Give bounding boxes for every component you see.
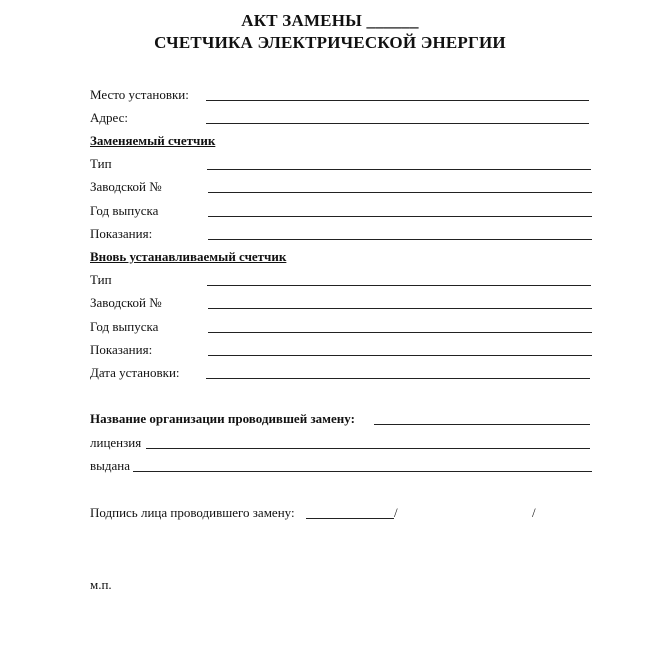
replaced-serial-field[interactable]: [208, 192, 592, 193]
new-readings-label: Показания:: [90, 342, 153, 357]
signature-slash-2: /: [532, 505, 536, 520]
location-field[interactable]: [206, 100, 589, 101]
address-field[interactable]: [206, 123, 589, 124]
replaced-type-field[interactable]: [207, 169, 591, 170]
new-type-label: Тип: [90, 272, 112, 287]
license-label: лицензия: [90, 435, 142, 450]
signature-field[interactable]: [306, 518, 394, 519]
document-title-line1: АКТ ЗАМЕНЫ ______: [241, 11, 419, 30]
install-date-label: Дата установки:: [90, 365, 180, 380]
replaced-year-field[interactable]: [208, 216, 592, 217]
issued-field[interactable]: [133, 471, 592, 472]
new-serial-label: Заводской №: [90, 295, 162, 310]
replaced-serial-label: Заводской №: [90, 179, 162, 194]
license-field[interactable]: [146, 448, 590, 449]
replaced-year-label: Год выпуска: [90, 203, 159, 218]
stamp-place: м.п.: [90, 577, 112, 592]
replaced-readings-field[interactable]: [208, 239, 592, 240]
organization-label: Название организации проводившей замену:: [90, 411, 355, 426]
organization-field[interactable]: [374, 424, 590, 425]
document-title-line2: СЧЕТЧИКА ЭЛЕКТРИЧЕСКОЙ ЭНЕРГИИ: [154, 33, 506, 52]
replaced-readings-label: Показания:: [90, 226, 153, 241]
replaced-type-label: Тип: [90, 156, 112, 171]
new-year-field[interactable]: [208, 332, 592, 333]
issued-label: выдана: [90, 458, 130, 473]
new-meter-heading: Вновь устанавливаемый счетчик: [90, 249, 287, 264]
location-label: Место установки:: [90, 87, 189, 102]
new-readings-field[interactable]: [208, 355, 592, 356]
signature-label: Подпись лица проводившего замену:: [90, 505, 295, 520]
new-type-field[interactable]: [207, 285, 591, 286]
replaced-meter-heading: Заменяемый счетчик: [90, 133, 216, 148]
signature-slash-1: /: [394, 505, 398, 520]
address-label: Адрес:: [90, 110, 128, 125]
new-serial-field[interactable]: [208, 308, 592, 309]
install-date-field[interactable]: [206, 378, 590, 379]
new-year-label: Год выпуска: [90, 319, 159, 334]
